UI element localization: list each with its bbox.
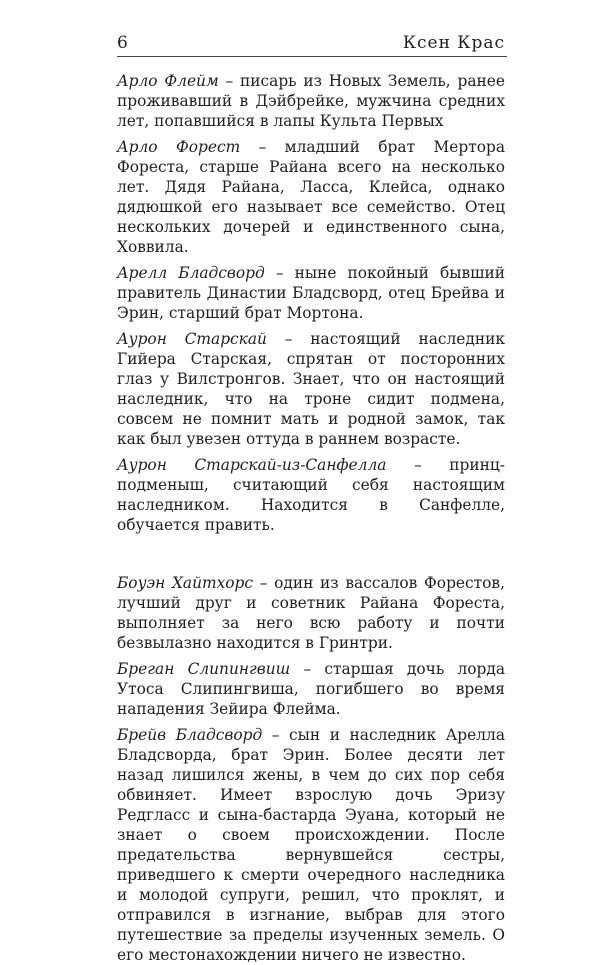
entry-description: – один из вассалов Форестов, лучший друг и советник Райана Фореста, выполняет за него всю работу и почти безвылазно находится в Гринтри. bbox=[117, 574, 505, 652]
entry-description: – ныне покойный бывший правитель Династии Бладсворд, отец Брейва и Эрин, старший брат Мортона. bbox=[117, 264, 505, 322]
entry-name: Боуэн Хайтхорс bbox=[117, 574, 254, 592]
entry-name: Арло Флейм bbox=[117, 72, 219, 90]
entry-name: Арелл Бладсворд bbox=[117, 264, 265, 282]
entry-name: Арло Форест bbox=[117, 138, 241, 156]
section-gap bbox=[117, 535, 505, 573]
entry-bregan-slipingvish bbox=[117, 659, 505, 719]
entry-arlo-forest bbox=[117, 137, 505, 257]
entry-arlo-fleym bbox=[117, 71, 505, 131]
entry-bouen-haythors bbox=[117, 573, 505, 653]
entry-description: – писарь из Новых Земель, ранее проживавший в Дэйбрейке, мужчина средних лет, попавшийся в лапы Культа Первых bbox=[117, 72, 505, 130]
entry-description: – сын и наследник Арелла Бладсворда, брат Эрин. Более десяти лет назад лишился жены, в чем до сих пор себя обвиняет. Имеет взрослую дочь Эризу Редгласс и сына-бастарда Эуана, который не знает о своем происхождении. После предательства вернувшейся сестры, приведшего к смерти очередного наследника и молодой супруги, решил, что проклят, и отправился в изгнание, выбрав для этого путешествие за пределы изученных земель. О его местонахождении ничего не известно. bbox=[117, 726, 505, 964]
entry-auron-starskay bbox=[117, 329, 505, 449]
entry-description: – старшая дочь лорда Утоса Слипингвиша, погибшего во время нападения Зейира Флейма. bbox=[117, 660, 505, 718]
entry-name: Аурон Старскай-из-Санфелла bbox=[117, 456, 387, 474]
entry-arell-bladsvord bbox=[117, 263, 505, 323]
entry-name: Аурон Старскай bbox=[117, 330, 267, 348]
running-title: Ксен Крас bbox=[402, 33, 505, 53]
entry-name: Брейв Бладсворд bbox=[117, 726, 263, 744]
entry-description: – принц-подменыш, считающий себя настоящим наследником. Находится в Санфелле, обучается править. bbox=[117, 456, 505, 534]
entry-auron-starskay-iz-sanfella bbox=[117, 455, 505, 535]
body-text bbox=[117, 71, 505, 965]
entry-breyv-bladsvord bbox=[117, 725, 505, 965]
entry-name: Бреган Слипингвиш bbox=[117, 660, 291, 678]
page-number: 6 bbox=[117, 33, 129, 53]
header-rule bbox=[117, 56, 507, 57]
entry-description: – настоящий наследник Гийера Старская, спрятан от посторонних глаз у Вилстронгов. Знает, что он настоящий наследник, что на троне сидит подмена, совсем не помнит мать и родной замок, так как был увезен оттуда в раннем возрасте. bbox=[117, 330, 505, 448]
entry-description: – младший брат Мертора Фореста, старше Райана всего на несколько лет. Дядя Райана, Ласса, Клейса, однако дядюшкой его называет все семейство. Отец нескольких дочерей и единственного сына, Ховвила. bbox=[117, 138, 505, 256]
